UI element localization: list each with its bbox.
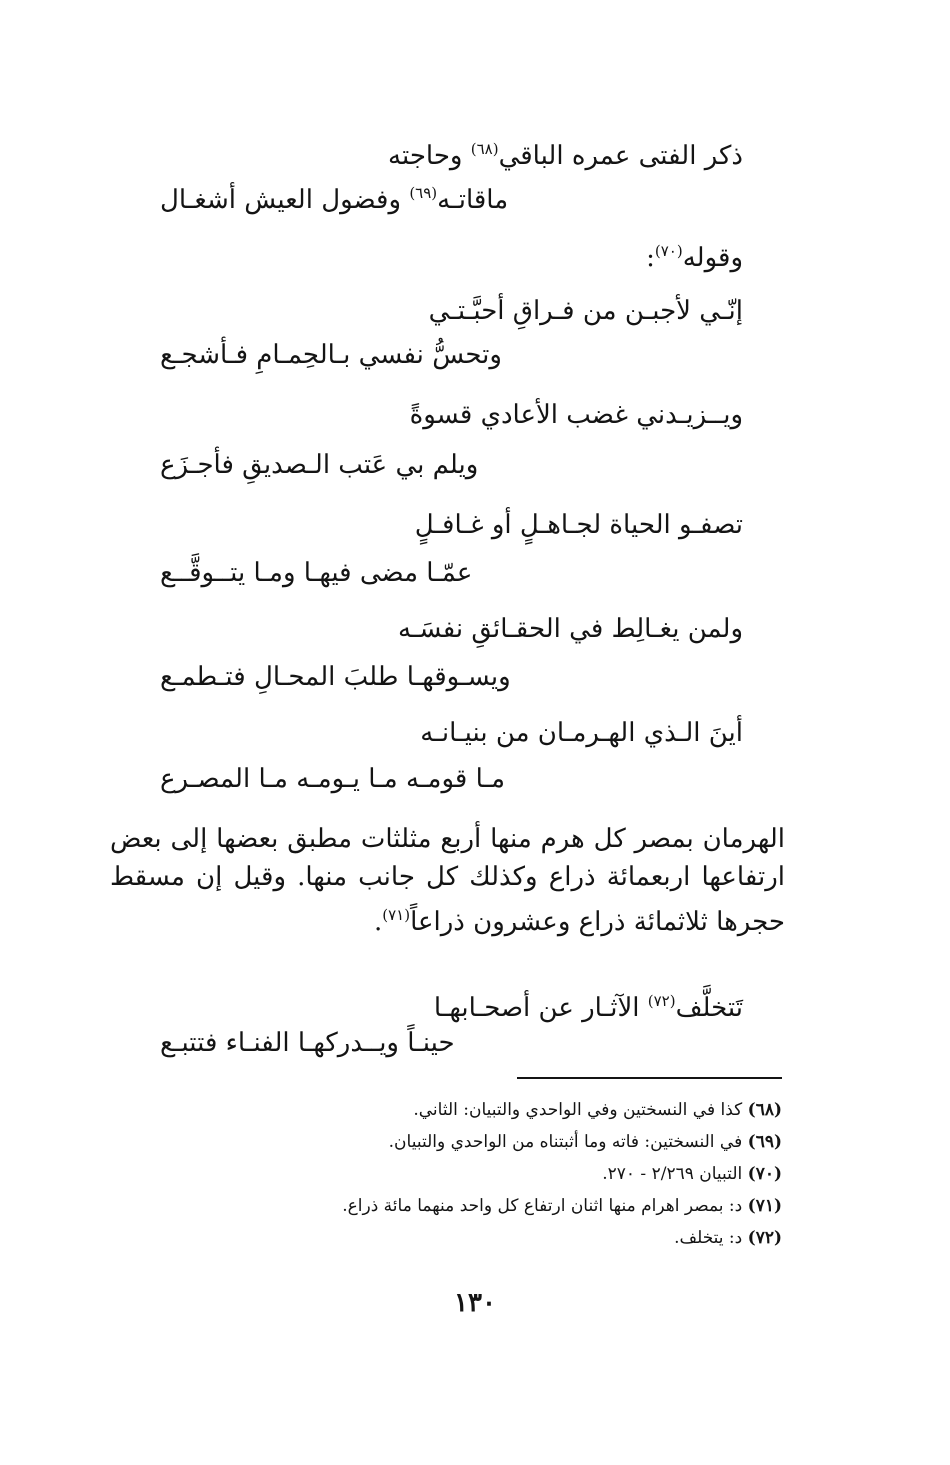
prose-text: الهرمان بمصر كل هرم منها أربع مثلثات مطبق بعضها إلى بعض ارتفاعها اربعمائة ذراع وكذلك كل جانب منها. وقيل إن مسقط حجرها ثلاثمائة ذراع وعشرون ذراعاً — [110, 824, 785, 937]
footnote-number: (٧١) — [747, 1196, 782, 1216]
verse-text: ذكر الفتى عمره الباقي — [498, 141, 743, 171]
footnote-text: كذا في النسختين وفي الواحدي والتبيان: الثاني. — [413, 1100, 743, 1120]
verse-line — [160, 660, 511, 694]
verse-line — [160, 1026, 455, 1060]
footnote — [342, 1194, 782, 1218]
verse-line — [160, 448, 478, 482]
verse-text: تَتخلَّف — [675, 993, 743, 1023]
verse-text: وتحسُّ نفسي بـالحِمـامِ فـأشجـع — [160, 340, 502, 370]
prose-end: . — [373, 907, 383, 937]
footnote-number: (٧٠) — [747, 1164, 782, 1184]
verse-text: وحاجته — [388, 141, 471, 171]
verse-line — [415, 508, 743, 542]
verse-line — [429, 294, 743, 328]
footnote-ref[interactable]: (٧٢) — [647, 992, 676, 1010]
verse-text: تصفـو الحياة لجـاهـلٍ أو غـافـلٍ — [414, 510, 743, 540]
verse-text: ويسـوقهـا طلبَ المحـالِ فتـطمـع — [160, 662, 511, 692]
footnote-text: في النسختين: فاته وما أثبتناه من الواحدي والتبيان. — [388, 1132, 743, 1152]
footnote-ref[interactable]: (٦٩) — [409, 184, 438, 202]
verse-text: ويلم بي عَتب الـصديقِ فأجـزَع — [160, 450, 479, 480]
footnote-number: (٦٨) — [747, 1100, 782, 1120]
page-number: ١٣٠ — [454, 1288, 496, 1318]
verse-text: الآثـار عن أصحـابهـا — [433, 993, 648, 1023]
verse-line — [410, 398, 743, 432]
verse-line — [420, 716, 743, 750]
verse-text: عمّـا مضى فيهـا ومـا يتــوقَّــع — [160, 558, 473, 588]
footnote-divider — [517, 1077, 782, 1079]
verse-text: إنّـي لأجبـن من فـراقِ أحبَّـتـي — [428, 296, 743, 326]
footnote — [389, 1130, 782, 1154]
intro-colon: : — [646, 243, 655, 273]
verse-text: ماقاتـه — [437, 185, 509, 215]
footnote — [602, 1162, 782, 1186]
footnote-ref[interactable]: (٦٨) — [470, 140, 499, 158]
verse-text: وفضول العيش أشغـال — [160, 185, 410, 215]
verse-text: ولمن يغـالِط في الحقـائقِ نفسَـه — [397, 614, 743, 644]
intro-line — [646, 234, 743, 275]
verse-text: حينـاً ويــدركهـا الفنـاء فتتبـع — [160, 1028, 455, 1058]
footnote-ref[interactable]: (٧٠) — [654, 242, 683, 260]
footnote-text: د: بمصر اهرام منها اثنان ارتفاع كل واحد منهما مائة ذراع. — [342, 1196, 743, 1216]
footnote-text: د: يتخلف. — [674, 1228, 743, 1248]
verse-line — [160, 556, 472, 590]
verse-line — [160, 762, 505, 796]
verse-line — [160, 176, 508, 217]
footnote-number: (٦٩) — [747, 1132, 782, 1152]
footnote — [674, 1226, 782, 1250]
verse-line — [388, 132, 743, 173]
footnote-number: (٧٢) — [747, 1228, 782, 1248]
footnote-ref[interactable]: (٧١) — [382, 906, 411, 924]
verse-line — [434, 984, 743, 1025]
footnote — [413, 1098, 782, 1122]
prose-paragraph — [110, 820, 785, 941]
footnote-text: التبيان ٢/٢٦٩ - ٢٧٠. — [602, 1164, 743, 1184]
verse-text: ويــزيـدني غضب الأعادي قسوةً — [409, 400, 743, 430]
intro-text: وقوله — [682, 243, 743, 273]
verse-line — [160, 338, 502, 372]
verse-line — [398, 612, 743, 646]
verse-text: أينَ الـذي الهـرمـان من بنيـانـه — [420, 718, 743, 748]
verse-text: مـا قومـه مـا يـومـه مـا المصـرع — [160, 764, 506, 794]
